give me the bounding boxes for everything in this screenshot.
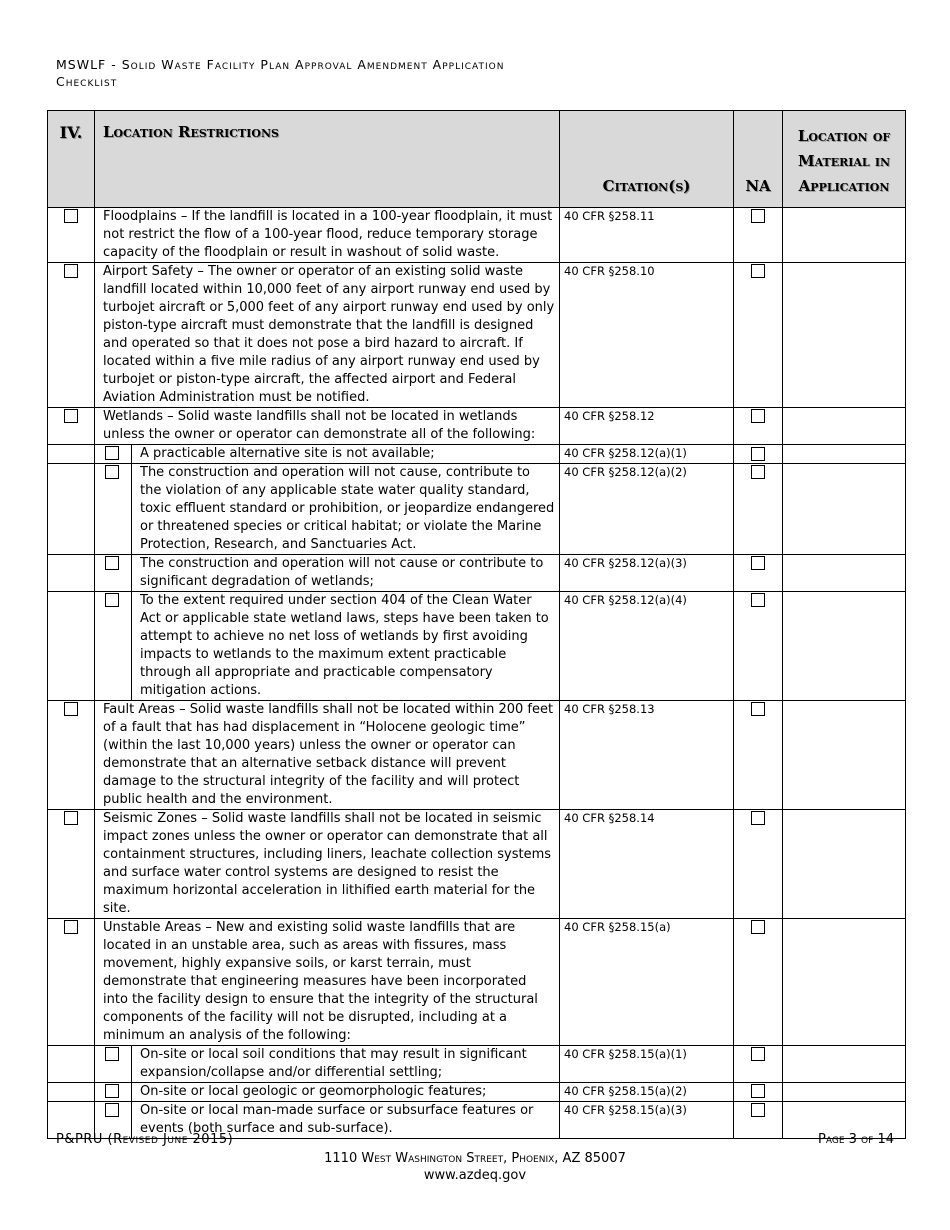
citation: 40 CFR §258.12(a)(4): [560, 592, 734, 701]
na-cell: [734, 1102, 783, 1139]
location-field[interactable]: [783, 1083, 906, 1102]
na-checkbox[interactable]: [751, 1103, 765, 1117]
location-field[interactable]: [783, 445, 906, 464]
citation: 40 CFR §258.11: [560, 208, 734, 263]
row-checkbox-cell: [48, 408, 95, 445]
na-checkbox[interactable]: [751, 465, 765, 479]
footer-contact: [0, 1150, 950, 1184]
sub-checkbox-cell: [95, 555, 132, 592]
na-cell: [734, 408, 783, 445]
footer-page-number: Page 3 of 14: [818, 1132, 894, 1147]
na-checkbox[interactable]: [751, 1084, 765, 1098]
na-cell: [734, 555, 783, 592]
na-cell: [734, 1083, 783, 1102]
sub-requirement-text: The construction and operation will not cause, contribute to the violation of any applicable state water quality standard, toxic effluent standard or prohibition, or jeopardize endangered or threatened species or critical habitat; or violate the Marine Protection, Research, and Sanctuaries Act.: [132, 464, 560, 555]
na-checkbox[interactable]: [751, 1047, 765, 1061]
table-row: [48, 592, 906, 701]
sub-item-checkbox[interactable]: [105, 1103, 119, 1117]
na-checkbox[interactable]: [751, 593, 765, 607]
table-row: [48, 1083, 906, 1102]
empty-cell: [48, 592, 95, 701]
na-cell: [734, 919, 783, 1046]
sub-requirement-text: A practicable alternative site is not available;: [132, 445, 560, 464]
na-checkbox[interactable]: [751, 920, 765, 934]
location-field[interactable]: [783, 810, 906, 919]
sub-requirement-text: To the extent required under section 404 of the Clean Water Act or applicable state wetland laws, steps have been taken to attempt to achieve no net loss of wetlands by first avoiding impacts to wetlands to the maximum extent practicable through all appropriate and practicable compensatory mitigation actions.: [132, 592, 560, 701]
footer-revision: P&PRU (Revised June 2015): [56, 1132, 234, 1147]
sub-item-checkbox[interactable]: [105, 1047, 119, 1061]
citation-column-header: Citation(s): [560, 111, 734, 208]
location-restrictions-table: [47, 110, 906, 1139]
table-row: [48, 1046, 906, 1083]
requirement-text: Floodplains – If the landfill is located in a 100-year floodplain, it must not restrict the flow of a 100-year flood, reduce temporary storage capacity of the floodplain or result in washout of solid waste.: [95, 208, 560, 263]
sub-checkbox-cell: [95, 1046, 132, 1083]
location-field[interactable]: [783, 555, 906, 592]
sub-requirement-text: On-site or local man-made surface or subsurface features or events (both surface and sub-surface).: [132, 1102, 560, 1139]
item-checkbox[interactable]: [64, 811, 78, 825]
table-row: [48, 408, 906, 445]
table-row: [48, 810, 906, 919]
table-row: [48, 464, 906, 555]
item-checkbox[interactable]: [64, 702, 78, 716]
table-row: [48, 263, 906, 408]
item-checkbox[interactable]: [64, 264, 78, 278]
requirement-text: Unstable Areas – New and existing solid waste landfills that are located in an unstable area, such as areas with fissures, mass movement, highly expansive soils, or karst terrain, must demonstrate that engineering measures have been incorporated into the facility design to ensure that the integrity of the structural components of the facility will not be disrupted, including at a minimum an analysis of the following:: [95, 919, 560, 1046]
location-field[interactable]: [783, 208, 906, 263]
na-cell: [734, 208, 783, 263]
citation: 40 CFR §258.15(a)(2): [560, 1083, 734, 1102]
footer-website[interactable]: www.azdeq.gov: [423, 1168, 527, 1183]
location-field[interactable]: [783, 464, 906, 555]
table-row: [48, 208, 906, 263]
sub-requirement-text: The construction and operation will not cause or contribute to significant degradation of wetlands;: [132, 555, 560, 592]
document-header: [56, 56, 504, 90]
empty-cell: [48, 1046, 95, 1083]
na-cell: [734, 445, 783, 464]
citation: 40 CFR §258.15(a)(1): [560, 1046, 734, 1083]
header-subtitle: Checklist: [56, 74, 118, 89]
table-row: [48, 445, 906, 464]
na-cell: [734, 1046, 783, 1083]
location-field[interactable]: [783, 701, 906, 810]
citation: 40 CFR §258.13: [560, 701, 734, 810]
citation: 40 CFR §258.12(a)(3): [560, 555, 734, 592]
location-field[interactable]: [783, 1046, 906, 1083]
citation: 40 CFR §258.15(a): [560, 919, 734, 1046]
citation: 40 CFR §258.10: [560, 263, 734, 408]
sub-checkbox-cell: [95, 445, 132, 464]
empty-cell: [48, 464, 95, 555]
item-checkbox[interactable]: [64, 920, 78, 934]
item-checkbox[interactable]: [64, 209, 78, 223]
citation: 40 CFR §258.12(a)(2): [560, 464, 734, 555]
na-checkbox[interactable]: [751, 811, 765, 825]
item-checkbox[interactable]: [64, 409, 78, 423]
na-cell: [734, 810, 783, 919]
citation: 40 CFR §258.15(a)(3): [560, 1102, 734, 1139]
na-cell: [734, 263, 783, 408]
na-cell: [734, 592, 783, 701]
na-checkbox[interactable]: [751, 264, 765, 278]
header-title: MSWLF - Solid Waste Facility Plan Approval Amendment Application: [56, 57, 505, 72]
row-checkbox-cell: [48, 810, 95, 919]
location-field[interactable]: [783, 263, 906, 408]
na-checkbox[interactable]: [751, 556, 765, 570]
requirement-text: Seismic Zones – Solid waste landfills shall not be located in seismic impact zones unless the owner or operator can demonstrate that all containment structures, including liners, leachate collection systems and surface water control systems are designed to resist the maximum horizontal acceleration in lithified earth material for the site.: [95, 810, 560, 919]
table-row: [48, 919, 906, 1046]
sub-item-checkbox[interactable]: [105, 465, 119, 479]
row-checkbox-cell: [48, 919, 95, 1046]
sub-item-checkbox[interactable]: [105, 446, 119, 460]
na-cell: [734, 701, 783, 810]
row-checkbox-cell: [48, 263, 95, 408]
na-checkbox[interactable]: [751, 209, 765, 223]
na-checkbox[interactable]: [751, 409, 765, 423]
empty-cell: [48, 555, 95, 592]
requirement-text: Fault Areas – Solid waste landfills shall not be located within 200 feet of a fault that has had displacement in “Holocene geologic time” (within the last 10,000 years) unless the owner or operator can demonstrate that an alternative setback distance will prevent damage to the structural integrity of the facility and will protect public health and the environment.: [95, 701, 560, 810]
requirement-text: Airport Safety – The owner or operator of an existing solid waste landfill located within 10,000 feet of any airport runway end used by turbojet aircraft or 5,000 feet of any airport runway end used by only piston-type aircraft must demonstrate that the landfill is designed and operated so that it does not pose a bird hazard to aircraft. If located within a five mile radius of any airport runway end used by turbojet or piston-type aircraft, the affected airport and Federal Aviation Administration must be notified.: [95, 263, 560, 408]
sub-requirement-text: On-site or local geologic or geomorphologic features;: [132, 1083, 560, 1102]
sub-requirement-text: On-site or local soil conditions that may result in significant expansion/collapse and/or differential settling;: [132, 1046, 560, 1083]
sub-checkbox-cell: [95, 592, 132, 701]
citation: 40 CFR §258.14: [560, 810, 734, 919]
empty-cell: [48, 445, 95, 464]
table-row: [48, 701, 906, 810]
section-title: Location Restrictions: [95, 111, 560, 208]
na-column-header: NA: [734, 111, 783, 208]
row-checkbox-cell: [48, 701, 95, 810]
sub-item-checkbox[interactable]: [105, 593, 119, 607]
citation: 40 CFR §258.12: [560, 408, 734, 445]
location-field[interactable]: [783, 919, 906, 1046]
na-cell: [734, 464, 783, 555]
section-number: IV.: [48, 111, 95, 208]
table-row: [48, 555, 906, 592]
sub-checkbox-cell: [95, 1083, 132, 1102]
location-column-header: Location of Material in Application: [783, 111, 906, 208]
na-checkbox[interactable]: [751, 702, 765, 716]
footer-address: 1110 West Washington Street, Phoenix, AZ 85007: [324, 1151, 626, 1166]
row-checkbox-cell: [48, 208, 95, 263]
location-field[interactable]: [783, 592, 906, 701]
sub-item-checkbox[interactable]: [105, 556, 119, 570]
sub-checkbox-cell: [95, 464, 132, 555]
sub-item-checkbox[interactable]: [105, 1084, 119, 1098]
requirement-text: Wetlands – Solid waste landfills shall not be located in wetlands unless the owner or operator can demonstrate all of the following:: [95, 408, 560, 445]
location-field[interactable]: [783, 408, 906, 445]
table-header-row: [48, 111, 906, 208]
empty-cell: [48, 1083, 95, 1102]
na-checkbox[interactable]: [751, 447, 765, 461]
citation: 40 CFR §258.12(a)(1): [560, 445, 734, 464]
